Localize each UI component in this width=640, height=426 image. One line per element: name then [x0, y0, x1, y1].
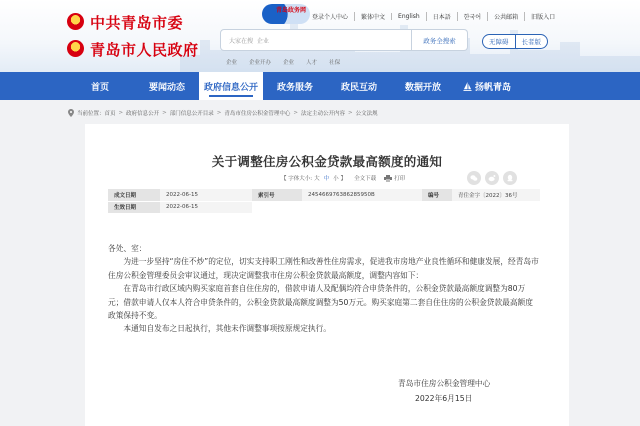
nav-services[interactable]: 政务服务: [276, 82, 313, 93]
document-meta-table: [108, 189, 540, 214]
font-size-end: 】: [340, 176, 347, 182]
document-title: 关于调整住房公积金贷款最高额度的通知: [211, 154, 443, 169]
share-qq-button[interactable]: [503, 171, 517, 185]
nav-qingdao-label: 扬帆青岛: [474, 82, 511, 93]
meta-effect-label: 生效日期: [108, 201, 160, 213]
document-body: [108, 242, 540, 336]
meta-index-value: 245466976386285950B: [302, 189, 422, 201]
document-greeting: 各处、室：: [108, 244, 147, 253]
document-paragraph: 在青岛市行政区域内购买家庭首套自住住房的，借款申请人及配偶均符合申贷条件的，公积金贷款最高额度调整为80万元；借款申请人仅本人符合申贷条件的，公积金贷款最高额度调整为50万元。购买家庭第二套自住住房的公积金贷款最高额度政策保持不变。: [108, 284, 533, 321]
top-link-japanese[interactable]: 日本語: [426, 12, 457, 21]
share-weibo-button[interactable]: [485, 171, 499, 185]
meta-docno-value: 青住金字〔2022〕36号: [452, 189, 540, 201]
breadcrumb: 当前位置： 首页 > 政府信息公开 > 部门信息公开目录 > 青岛市住房公积金管理中心 > 法定主动公开内容 > 公文法规: [68, 108, 378, 118]
wechat-icon: [470, 174, 478, 182]
brand-party: 中共青岛市委: [90, 14, 184, 32]
search-box: [220, 29, 412, 51]
nav-qingdao[interactable]: [455, 72, 519, 100]
meta-date-value: 2022-06-15: [160, 189, 252, 201]
document-card: [85, 124, 569, 426]
meta-index-label: 索引号: [252, 189, 302, 201]
breadcrumb-item[interactable]: 青岛市住房公积金管理中心: [224, 111, 291, 117]
main-nav: [0, 72, 640, 100]
meta-docno-label: 编号: [422, 189, 452, 201]
accessibility-button[interactable]: 无障碍: [489, 38, 509, 46]
document-paragraph: 本通知自发布之日起执行，其他未作调整事项按原规定执行。: [123, 324, 331, 334]
breadcrumb-item[interactable]: 法定主动公开内容: [301, 111, 346, 117]
breadcrumb-item[interactable]: 首页: [104, 111, 116, 117]
nav-open-data[interactable]: 数据开放: [404, 82, 441, 93]
breadcrumb-prefix: 当前位置：: [77, 111, 105, 117]
top-link-mail[interactable]: 公共邮箱: [487, 12, 524, 21]
top-links: [306, 10, 561, 22]
breadcrumb-item[interactable]: 政府信息公开: [126, 111, 160, 117]
font-size-small[interactable]: 小: [333, 176, 339, 182]
download-link[interactable]: 全文下载: [354, 176, 377, 182]
nav-gov-info[interactable]: 政府信息公开: [199, 72, 263, 100]
elder-mode-button[interactable]: 长者版: [515, 35, 548, 48]
accessibility-toggle: [482, 34, 548, 49]
top-link-english[interactable]: English: [391, 13, 426, 20]
document-tools: [281, 174, 405, 182]
breadcrumb-item[interactable]: 公文法规: [355, 111, 378, 117]
share-wechat-button[interactable]: [467, 171, 481, 185]
hot-words: [226, 58, 352, 66]
site-header: [0, 0, 640, 72]
nav-interaction[interactable]: 政民互动: [340, 82, 377, 93]
weibo-icon: [488, 174, 496, 182]
hot-word[interactable]: 企业开办: [249, 60, 272, 66]
brand-government: 青岛市人民政府: [90, 41, 199, 59]
font-size-label: 【 字体大小:: [281, 176, 313, 182]
sail-icon: [463, 82, 472, 91]
breadcrumb-item[interactable]: 部门信息公开目录: [169, 111, 214, 117]
hot-word[interactable]: 社保: [329, 60, 341, 66]
search-input[interactable]: [229, 35, 405, 47]
nav-home[interactable]: 首页: [90, 82, 109, 93]
document-date: 2022年6月15日: [415, 394, 473, 403]
meta-date-label: 成文日期: [108, 189, 160, 201]
top-link-login[interactable]: 登录个人中心: [312, 13, 349, 21]
search-button[interactable]: 政务全搜索: [412, 29, 468, 51]
hot-word[interactable]: 企业: [226, 60, 238, 66]
nav-news[interactable]: 要闻动态: [148, 82, 185, 93]
top-link-old-version[interactable]: 旧版入口: [524, 12, 561, 21]
hot-word[interactable]: 人才: [306, 60, 318, 66]
top-link-korean[interactable]: 한국어: [457, 12, 487, 21]
font-size-medium[interactable]: 中: [323, 176, 330, 182]
party-emblem-icon: [67, 13, 84, 30]
location-pin-icon: [68, 109, 74, 117]
print-link[interactable]: 打印: [394, 176, 406, 182]
hot-word[interactable]: 企业: [283, 60, 295, 66]
document-paragraph: 为进一步坚持“房住不炒”的定位，切实支持职工刚性和改善性住房需求，促进我市房地产业良性循环和健康发展，经青岛市住房公积金管理委员会审议通过，现决定调整我市住房公积金贷款最高额度，调整内容如下：: [108, 257, 539, 280]
document-signature: 青岛市住房公积金管理中心: [398, 379, 491, 388]
site-logo-text: 青岛政务网: [276, 7, 307, 14]
meta-effect-value: 2022-06-15: [160, 201, 252, 213]
national-emblem-icon: [67, 40, 84, 57]
font-size-large[interactable]: 大: [314, 176, 320, 182]
print-icon: [384, 175, 392, 182]
qq-icon: [506, 174, 514, 182]
top-link-traditional[interactable]: 繁体中文: [354, 12, 391, 21]
